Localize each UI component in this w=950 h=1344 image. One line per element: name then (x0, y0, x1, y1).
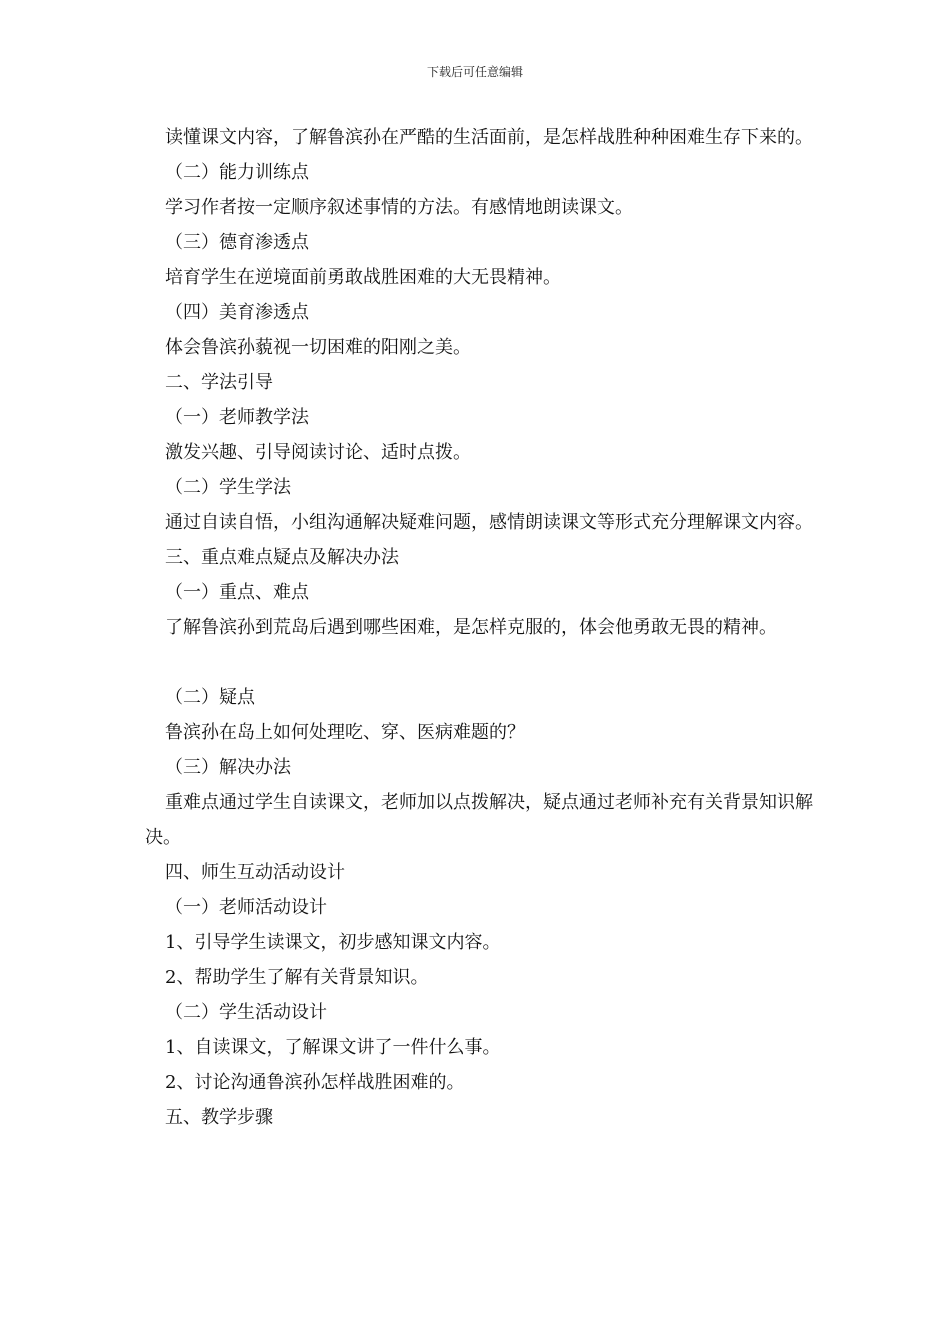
subheading-ability-training: （二）能力训练点 (165, 162, 309, 183)
section-heading-teaching-steps: 五、教学步骤 (165, 1107, 273, 1128)
subheading-key-difficult-points: （一）重点、难点 (165, 582, 309, 603)
paragraph-key-difficult-points: 了解鲁滨孙到荒岛后遇到哪些困难，是怎样克服的，体会他勇敢无畏的精神。 (165, 617, 777, 638)
paragraph-aesthetic-education: 体会鲁滨孙藐视一切困难的阳刚之美。 (165, 337, 471, 358)
subheading-doubt-points: （二）疑点 (165, 687, 255, 708)
paragraph-doubt-points: 鲁滨孙在岛上如何处理吃、穿、医病难题的？ (165, 722, 525, 743)
subheading-student-method: （二）学生学法 (165, 477, 291, 498)
list-item-teacher-activity-2: 2、帮助学生了解有关背景知识。 (165, 967, 429, 988)
paragraph-moral-education: 培育学生在逆境面前勇敢战胜困难的大无畏精神。 (165, 267, 561, 288)
paragraph-solutions: 重难点通过学生自读课文，老师加以点拨解决，疑点通过老师补充有关背景知识解决。 (145, 792, 813, 848)
page-header-note: 下载后可任意编辑 (426, 65, 523, 79)
list-item-teacher-activity-1: 1、引导学生读课文，初步感知课文内容。 (165, 932, 501, 953)
document-body (145, 120, 825, 1135)
paragraph-learning-goal: 读懂课文内容，了解鲁滨孙在严酷的生活面前，是怎样战胜种种困难生存下来的。 (165, 127, 813, 148)
section-heading-learning-method: 二、学法引导 (165, 372, 273, 393)
subheading-teacher-method: （一）老师教学法 (165, 407, 309, 428)
blank-line (145, 645, 825, 680)
section-heading-key-points: 三、重点难点疑点及解决办法 (165, 547, 399, 568)
subheading-moral-education: （三）德育渗透点 (165, 232, 309, 253)
subheading-aesthetic-education: （四）美育渗透点 (165, 302, 309, 323)
paragraph-student-method: 通过自读自悟，小组沟通解决疑难问题，感情朗读课文等形式充分理解课文内容。 (165, 512, 813, 533)
subheading-solutions: （三）解决办法 (165, 757, 291, 778)
list-item-student-activity-1: 1、自读课文，了解课文讲了一件什么事。 (165, 1037, 501, 1058)
paragraph-teacher-method: 激发兴趣、引导阅读讨论、适时点拨。 (165, 442, 471, 463)
list-item-student-activity-2: 2、讨论沟通鲁滨孙怎样战胜困难的。 (165, 1072, 465, 1093)
section-heading-interaction-design: 四、师生互动活动设计 (165, 862, 345, 883)
subheading-student-activities: （二）学生活动设计 (165, 1002, 327, 1023)
subheading-teacher-activities: （一）老师活动设计 (165, 897, 327, 918)
paragraph-ability-training: 学习作者按一定顺序叙述事情的方法。有感情地朗读课文。 (165, 197, 633, 218)
